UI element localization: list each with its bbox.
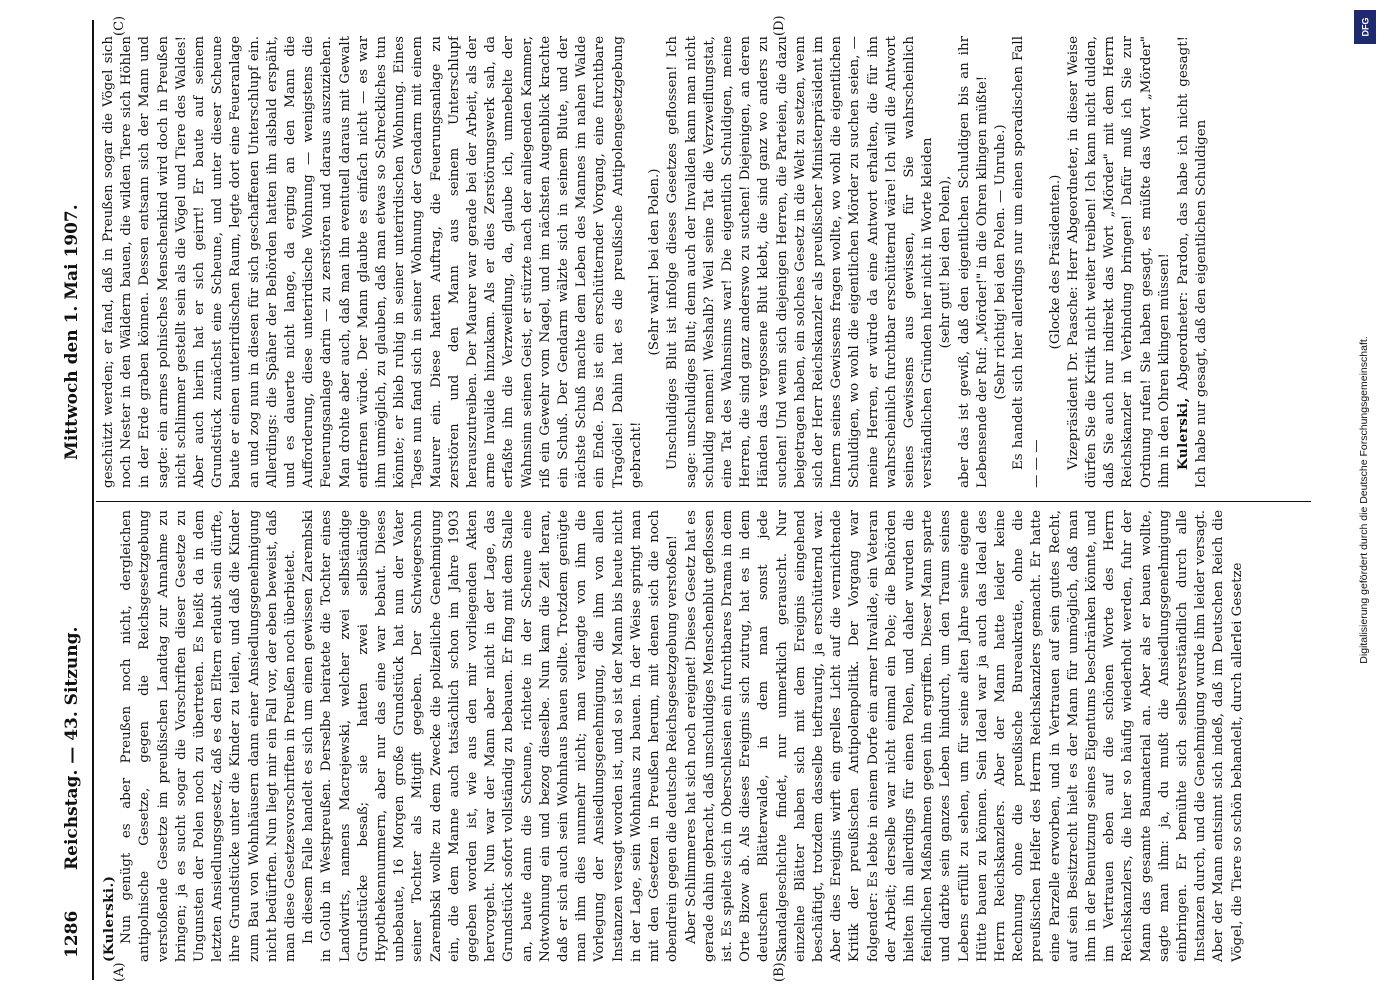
newspaper-page [52, 15, 1332, 982]
paragraph: Nun genügt es aber Preußen noch nicht, dergleichen antipolnische Gesetze, gegen die Reichsgesetzgebung verstoßende Gesetze im preußischen Landtag zur Annahme zu bringen; ja es sucht sogar die Vorschriften dieser Gesetze zu Ungunsten der Polen noch zu übertreten. Es heißt da in dem letzten Ansiedlungsgesetz, daß es den Eltern erlaubt sein dürfte, ihre Grundstücke unter die Kinder zu teilen, und daß die Kinder zum Bau von Wohnhäusern dann einer Ansiedlungsgenehmigung nicht bedürften. Nun liegt mir ein Fall vor, der eben beweist, daß man diese Gesetzesvorschriften in Preußen noch überbietet. [118, 510, 298, 962]
page-number: 1286 [61, 910, 82, 958]
column-divider [96, 501, 1311, 502]
session-date: Mittwoch den 1. Mai 1907. [61, 204, 82, 460]
speaker-text: Abgeordneter: Pardon, das habe ich nicht gesagt! Ich habe nur gesagt, daß den eigentlichen Schuldigen [1175, 36, 1209, 488]
header-rule [92, 20, 94, 980]
paragraph: Unschuldiges Blut ist infolge dieses Gesetzes geflossen! Ich sage: unschuldiges Blut; denn auch der Invaliden kann man nicht schuldig nennen! Weshalb? Weil seine Tat die Verzweiflungstat, eine Tat des Wahnsinns war! Die eigentlich Schuldigen, meine Herren, die sind ganz anderswo zu suchen! Diejenigen, an deren Händen das vergossene Blut klebt, die sind ganz wo anders zu suchen! Und wenn sich diejenigen Herren, die Parteien, die dazu beigetragen haben, ein solches Gesetz in die Welt zu setzen, wenn sich der Herr Reichskanzler als preußischer Ministerpräsident im Innern seines Gewissens fragen wollte, wo wohl die eigentlichen Schuldigen, wo wohl die eigentlichen Mörder zu suchen seien, — meine Herren, er würde da eine Antwort erhalten, die für ihn wahrscheinlich furchtbar erschütternd wäre! Ich will die Antwort seines Gewissens aus gewissen, für Sie wahrscheinlich verständlichen Gründen hier nicht in Worte kleiden [664, 36, 935, 488]
left-column [100, 510, 1300, 962]
margin-marker-a: (A) [111, 962, 127, 982]
paragraph: Aber Schlimmeres hat sich noch ereignet! Dieses Gesetz hat es gerade dahin gebracht, daß unschuldiges Menschenblut geflossen ist. Es spielte sich in Oberschlesien ein furchtbares Drama in dem Orte Bizow ab. Als dieses Ereignis sich zutrug, hat es in dem deutschen Blätterwalde, in dem man sonst jede Skandalgeschichte findet, nur unmerklich gerauscht. Nur einzelne Blätter haben sich mit dem Ereignis eingehend beschäftigt, trotzdem dasselbe tieftraurig, ja erschütternd war. Aber dies Ereignis wirft ein grelles Licht auf die vernichtende Kritik der preußischen Antipolenpolitik. Der Vorgang war folgender: Es lebte in einem Dorfe ein armer Invalide, ein Veteran der Arbeit; derselbe war nicht einmal ein Pole; die Behörden hielten ihn allerdings für einen Polen, und daher wurden die feindlichen Maßnahmen gegen ihn ergriffen. Dieser Mann sparte und darbte sein ganzes Leben hindurch, um den Traum seines Lebens erfüllt zu sehen, um für seine alten Jahre seine eigene Hütte bauen zu können. Sein Ideal war ja auch das Ideal des Herrn Reichskanzlers. Aber der Mann hatte leider keine Rechnung ohne die preußische Bureaukratie, ohne die preußischen Helfer des Herrn Reichskanzlers gemacht. Er hatte eine Parzelle erworben, und in Vertrauen auf sein gutes Recht, auf sein Besitzrecht hielt es der Mann für unmöglich, daß man ihm in der Benutzung seines Eigentums beschränken könnte, und im Vertrauen eben auf die schönen Worte des Herrn Reichskanzlers, die hier so häufig wiederholt werden, fuhr der Mann das gesamte Baumaterial an. Aber als er bauen wollte, sagte man ihm: ja, du mußt die Ansiedlungsgenehmigung einbringen. Er bemühte sich selbstverständlich durch alle Instanzen durch, und die Genehmigung wurde ihm leider versagt. Aber der Mann entsinnt sich indeß, daß im Deutschen Reich die Vögel, die Tiere so schön behandelt, durch allerlei Gesetze [683, 510, 1245, 962]
margin-marker-c: (C) [111, 15, 127, 36]
interjection: (sehr gut! bei den Polen), [937, 175, 953, 349]
speaker-paragraph [1173, 36, 1210, 488]
interjection: (Sehr richtig! bei den Polen. — Unruhe.) [992, 124, 1008, 400]
paragraph: In diesem Falle handelt es sich um einen gewissen Zarembski in Golub in Westpreußen. Derselbe heiratete die Tochter eines Landwirts, namens Macrejewski, welcher zwei selbständige Grundstücke besaß; sie hatten zwei selbständige Hypothekennummern, aber nur das eine war bebaut. Dieses unbebaute, 16 Morgen große Grundstück hat nun der Vater seiner Tochter als Mitgift gegeben. Der Schwiegersohn Zarembski wollte zu dem Zwecke die polizeiliche Genehmigung ein, die dem Manne auch tatsächlich schon im Jahre 1903 gegeben worden ist, wie aus den mir vorliegenden Akten hervorgeht. Nun war der Mann aber nicht in der Lage, das Grundstück sofort vollständig zu bebauen. Er fing mit dem Stalle an, baute dann die Scheune, richtete in der Scheune eine Notwohnung ein und bezog dieselbe. Nun kam die Zeit heran, daß er sich auch sein Wohnhaus bauen sollte. Trotzdem genügte man ihm dies nunmehr nicht; man verlangte von ihm die Vorlegung der Ansiedlungsgenehmigung, die ihm von allen Instanzen versagt worden ist, und so ist der Mann bis heute nicht in der Lage, sein Wohnhaus zu bauen. In der Weise springt man mit den Gesetzen in Preußen herum, mit denen sich die noch obendrein gegen die deutsche Reichsgesetzgebung verstoßen! [300, 510, 680, 962]
paragraph: Vizepräsident Dr. Paasche: Herr Abgeordneter, in dieser Weise dürfen Sie die Kritik nicht weiter treiben! Ich kann nicht dulden, daß Sie auch nur indirekt das Wort „Mörder" mit dem Herrn Reichskanzler in Verbindung bringen! Dafür muß ich Sie zur Ordnung rufen! Sie haben gesagt, es müßte das Wort „Mörder" ihm in den Ohren klingen müssen! [1065, 36, 1172, 488]
interjection: (Sehr wahr! bei den Polen.) [646, 168, 662, 356]
paragraph: Es handelt sich hier allerdings nur um einen sporadischen Fall — — — [1010, 36, 1044, 488]
paragraph: geschützt werden; er fand, daß in Preußen sogar die Vögel sich noch Nester in den Wäldern bauen, die wilden Tiere sich Höhlen in der Erde graben können. Dessen entsann sich der Mann und sagte: ein armes polnisches Menschenkind wird doch in Preußen nicht schlimmer gestellt sein als die Vögel und Tiere des Waldes! Aber auch hierin hat er sich geirrt! Er baute auf seinem Grundstück zunächst eine Scheune, und unter dieser Scheune baute er einen unterirdischen Raum, legte dort eine Feueranlage an und zog nun in diesen für sich geschaffenen Unterschlupf ein. Allerdings: die Späher der Behörden hatten ihn alsbald erspäht, und es dauerte nicht lange, da erging an den Mann die Aufforderung, diese unterirdische Wohnung — wenigstens die Feuerungsanlage darin — zu zerstören und daraus auszuziehen. Man drohte aber auch, daß man ihn eventuell daraus mit Gewalt entfernen würde. Der Mann glaubte es einfach nicht — es war ihm unmöglich, zu glauben, daß man etwas so Schreckliches tun könnte; er blieb ruhig in seiner unterirdischen Wohnung. Eines Tages nun fand sich in seiner Wohnung der Gendarm mit einem Maurer ein. Diese hatten Auftrag, die Feuerungsanlage zu zerstören und den Mann aus seinem Unterschlupf herauszutreiben. Der Maurer war gerade bei der Arbeit, als der arme Invalide hinzukam. Als er dies Zerstörungswerk sah, da erfaßte ihn die Verzweiflung, da, glaube ich, umnebelte der Wahnsinn seinen Geist, er stürzte nach der anliegenden Kammer, riß ein Gewehr vom Nagel, und im nächsten Augenblick krachte ein Schuß. Der Gendarm wälzte sich in seinem Blute, und der nächste Schuß machte dem Leben des Mannes im nahen Walde ein Ende. Das ist ein erschütternder Vorgang, eine furchtbare Tragödie! Dahin hat es die preußische Antipolengesetzgebung gebracht! [100, 36, 644, 488]
paragraph: aber das ist gewiß, daß den eigentlichen Schuldigen bis an ihr Lebensende der Ruf: „Mörder!" in die Ohren klingen müßte! [956, 36, 990, 488]
right-column [100, 36, 1300, 488]
credit-text: Digitalisierung gefördert durch die Deutsche Forschungsgemeinschaft. [1358, 336, 1370, 664]
margin-marker-d: (D) [771, 15, 787, 36]
page-header [60, 20, 88, 980]
interjection: (Glocke des Präsidenten.) [1047, 174, 1063, 350]
margin-marker-b: (B) [771, 962, 787, 982]
speaker-tag: (Kulerski.) [100, 875, 117, 962]
session-title: Reichstag. — 43. Sitzung. [61, 626, 82, 870]
dfg-logo: DFG [1354, 10, 1376, 44]
speaker-name: Kulerski, [1174, 397, 1191, 470]
funding-credit [1348, 6, 1380, 994]
